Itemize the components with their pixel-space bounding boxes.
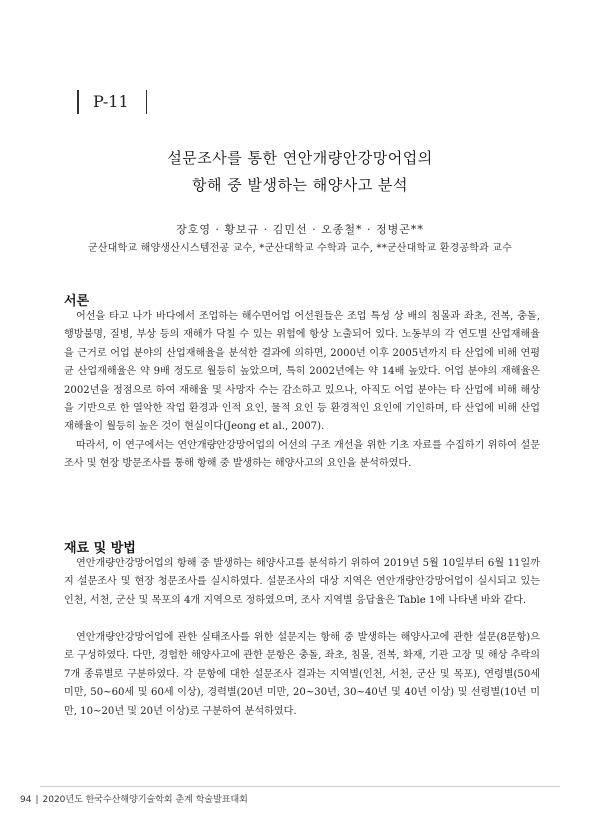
session-tag: P-11 [77, 90, 141, 114]
methods-paragraph-2: 연안개량안강망어업에 관한 실태조사를 위한 설문지는 항해 중 발생하는 해양사고에 관한 설문(8문항)으로 구성하였다. 다만, 경험한 해양사고에 관한 문항은 충돌, 좌초, 침몰, 전복, 화재, 기관 고장 및 해상 추락의 7개 종류별로 구분하였다. 각 문항에 대한 설문조사 결과는 지역별(인천, 서천, 군산 및 목포), 연령별(50세 미만, 50~60세 및 60세 이상), 경력별(20년 미만, 20~30년, 30~40년 및 40년 이상) 및 선령별(10년 미만, 10~20년 및 20년 이상)로 구분하여 분석하였다. [64, 632, 540, 717]
section-heading-methods: 재료 및 방법 [64, 541, 136, 556]
proceedings-name: 2020년도 한국수산해양기술학회 춘계 학술발표대회 [42, 795, 248, 805]
paper-title-line2: 항해 중 발생하는 해양사고 분석 [192, 176, 408, 194]
intro-paragraph-2: 따라서, 이 연구에서는 연안개량안강망어업의 어선의 구조 개선을 위한 기초 자료를 수집하기 위하여 설문조사 및 현장 방문조사를 통해 항해 중 발생하는 해양사고의 요인을 분석하였다. [64, 440, 540, 470]
methods-paragraph-1: 연안개량안강망어업의 항해 중 발생하는 해양사고를 분석하기 위하여 2019년 5월 10일부터 6월 11일까지 설문조사 및 현장 청문조사를 실시하였다. 설문조사의 대상 지역은 연안개량안강망어업이 실시되고 있는 인천, 서천, 군산 및 목포의 4개 지역으로 정하였으며, 조사 지역별 응답율은 Table 1에 나타낸 바와 같다. [64, 558, 540, 606]
page-number: 94 [20, 795, 32, 805]
section-heading-introduction: 서론 [64, 294, 90, 309]
footer-divider [40, 786, 560, 787]
affiliation-list: 군산대학교 해양생산시스템전공 교수, *군산대학교 수학과 교수, **군산대학교 환경공학과 교수 [87, 243, 513, 254]
footer-separator: | [35, 795, 39, 805]
paper-title-line1: 설문조사를 통한 연안개량안강망어업의 [167, 149, 433, 167]
intro-paragraph-1: 어선을 타고 나가 바다에서 조업하는 해수면어업 어선원들은 조업 특성 상 배의 침몰과 좌초, 전복, 충돌, 행방불명, 질병, 부상 등의 재해가 닥칠 수 있는 위험에 항상 노출되어 있다. 노동부의 각 연도별 산업재해율을 근거로 어업 분야의 산업재해율을 분석한 결과에 의하면, 2000년 이후 2005년까지 타 산업에 비해 연평균 산업재해율은 약 9배 정도로 월등히 높았으며, 특히 2002년에는 약 14배 높았다. 어업 분야의 재해율은 2002년을 정점으로 하여 재해율 및 사망자 수는 감소하고 있으나, 아직도 어업 분야는 타 산업에 비해 해상을 기반으로 한 열악한 작업 환경과 인적 요인, 물적 요인 등 환경적인 요인에 기인하며, 타 산업에 비해 산업재해율이 월등히 높은 것이 현실이다(Jeong et al., 2007). [64, 311, 540, 433]
page-footer [20, 792, 248, 805]
author-list: 장호영 · 황보규 · 김민선 · 오종철* · 정병곤** [176, 223, 424, 236]
